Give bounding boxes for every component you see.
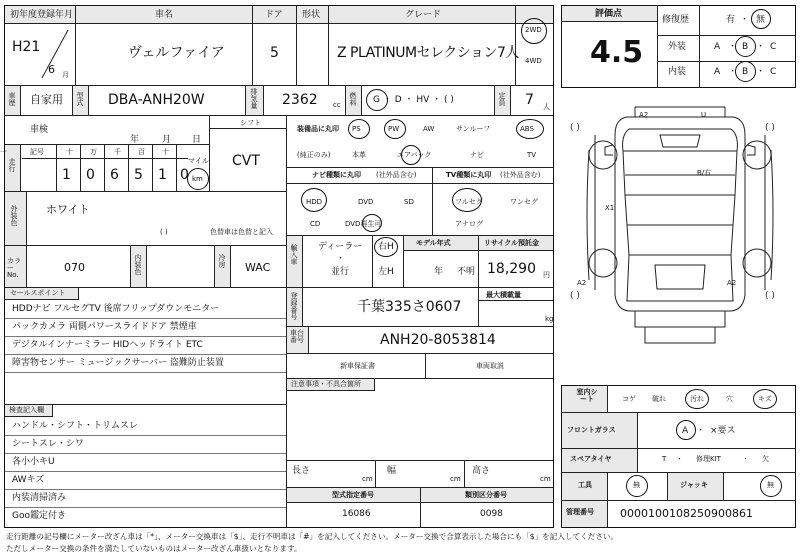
- mileage-digit: 1: [158, 167, 167, 183]
- chassis: ANH20-8053814: [380, 332, 496, 348]
- sales-point-line: 障害物センサー ミュージックサーバー 盗難防止装置: [12, 358, 224, 368]
- model-label: 型式: [76, 92, 84, 106]
- person-unit: 人: [543, 103, 550, 111]
- management-number: 0000100108250900861: [620, 507, 753, 520]
- inspector-line: 各小小キU: [12, 457, 55, 467]
- category-label: 車歴: [8, 92, 16, 106]
- equipment-item: AW: [423, 125, 435, 133]
- navi-item: CD: [310, 220, 321, 228]
- exterior-color: ホワイト: [46, 203, 90, 216]
- max-load-label: 最大積載量: [486, 291, 521, 299]
- exterior-color-paren: ( ): [160, 228, 168, 236]
- exterior-color-label: 外装色: [10, 205, 18, 226]
- mileage-digit-label: 万: [90, 148, 97, 156]
- model-year-unknown: 不明: [457, 267, 476, 277]
- car-name-label: 車名: [155, 10, 174, 20]
- navi-item: SD: [404, 198, 414, 206]
- equipment-item: PW: [388, 125, 400, 133]
- sales-point-line: HDDナビ フルセグTV 後席フリップダウンモニター: [12, 304, 220, 314]
- svg-text:( ): ( ): [765, 123, 775, 133]
- fuel-label: 燃料: [349, 92, 357, 106]
- repair-yes: 有: [726, 15, 736, 25]
- inspector-line: 内装清掃済み: [12, 493, 67, 503]
- mileage-digit-label: 一: [0, 148, 7, 156]
- mileage-label: 走行: [8, 158, 16, 172]
- recycle-label: リサイクル預託金: [484, 239, 540, 247]
- capacity-label: 定員: [498, 92, 506, 106]
- interior-grade: A: [714, 67, 721, 77]
- sales-point-line: デジタルインナーミラー HIDヘッドライト ETC: [12, 340, 203, 350]
- length-label: 長さ: [292, 466, 311, 476]
- month-unit: 月: [62, 71, 69, 79]
- sheet-item: 汚れ: [690, 395, 704, 403]
- max-load-kg: kg: [545, 315, 554, 323]
- interior-color-label: 内装色: [134, 254, 142, 275]
- type-no: 16086: [342, 509, 371, 519]
- equipment-item: ABS: [520, 125, 534, 133]
- navi-label: ナビ種類に丸印: [312, 171, 361, 179]
- tv-item: アナログ: [455, 220, 483, 228]
- svg-text:( ): ( ): [570, 123, 580, 133]
- svg-text:( ): ( ): [765, 291, 775, 301]
- model-year-label: モデル年式: [416, 239, 451, 247]
- fuel-options: G ・ D ・ HV ・ ( ): [373, 95, 454, 105]
- svg-text:( ): ( ): [570, 291, 580, 301]
- new-car-warranty: 新車保証書: [340, 362, 375, 370]
- exterior-grade: ・: [756, 42, 766, 52]
- shift: CVT: [232, 153, 260, 169]
- equipment-item: サンルーフ: [456, 125, 491, 133]
- mileage-digit-label: 十: [162, 148, 169, 156]
- inspector-line: ハンドル・シフト・トリムスレ: [12, 421, 139, 431]
- vehicle-manual: 車両取説: [476, 362, 504, 370]
- exterior-grade-label: 外装: [668, 42, 687, 52]
- spare-missing: 欠: [762, 455, 769, 463]
- svg-text:A2: A2: [577, 279, 587, 287]
- sheet-item: 破れ: [652, 395, 666, 403]
- height-label: 高さ: [472, 466, 491, 476]
- cc-unit: cc: [333, 101, 341, 109]
- interior-grade: ・: [728, 67, 738, 77]
- tv-item: ワンセグ: [510, 198, 538, 206]
- jack-label: ジャッキ: [680, 481, 708, 489]
- mileage-digit-label: 千: [114, 148, 121, 156]
- import-parallel: 並行: [331, 267, 350, 277]
- import-right-h: 右H: [378, 242, 394, 252]
- car-name: ヴェルファイア: [128, 45, 225, 61]
- recycle: 18,290: [487, 261, 536, 277]
- svg-text:B/右: B/右: [697, 169, 712, 177]
- windshield-dot: ・: [696, 426, 706, 436]
- sales-point-label: セールスポイント: [10, 289, 66, 297]
- shift-label: シフト: [240, 119, 261, 127]
- svg-text:X1: X1: [605, 204, 615, 212]
- model: DBA-ANH20W: [108, 92, 205, 108]
- mileage-digit-label: 百: [138, 148, 145, 156]
- car-damage-diagram: [565, 105, 797, 375]
- tv-item: フルセグ: [455, 198, 483, 206]
- mileage-unit-label: マイル: [188, 157, 209, 165]
- spare-kit: 修理KIT: [696, 455, 721, 463]
- first-reg-era: H21: [12, 39, 41, 55]
- color-no-label: カラーNo.: [7, 257, 21, 279]
- equipment-item: 本革: [352, 151, 366, 159]
- mileage-digit: 6: [110, 167, 119, 183]
- cooler: WAC: [245, 261, 271, 274]
- equipment-item: PS: [352, 125, 361, 133]
- shape-label: 形状: [302, 10, 321, 20]
- score-label: 評価点: [595, 9, 623, 19]
- sheet-item: 穴: [726, 395, 733, 403]
- windshield-replace: ×要ス: [710, 426, 736, 436]
- drive-2wd: 2WD: [525, 26, 542, 34]
- interior-grade: ・: [756, 67, 766, 77]
- navi-item: DVD再生可: [345, 220, 382, 228]
- shaken-day-unit: 日: [192, 135, 202, 145]
- svg-text:A2: A2: [727, 279, 737, 287]
- management-label: 管理番号: [566, 508, 594, 516]
- windshield-label: フロントガラス: [567, 426, 616, 434]
- length-cm: cm: [362, 475, 373, 483]
- spare-t: T: [662, 455, 667, 463]
- door-label: ドア: [265, 10, 283, 20]
- tools-label: 工具: [578, 481, 592, 489]
- doors: 5: [270, 45, 279, 61]
- grade: Z PLATINUMセレクション7人: [337, 45, 519, 61]
- tv-sub: (社外品含む): [500, 171, 541, 179]
- plate-label: 登録番号: [290, 292, 298, 320]
- equipment-sub: (純正のみ): [297, 151, 331, 159]
- exterior-grade: ・: [728, 42, 738, 52]
- interior-sheet-label: 室内シート: [576, 388, 598, 403]
- navi-sub: (社外品含む): [376, 171, 417, 179]
- svg-text:U: U: [701, 111, 707, 119]
- mileage-digit: 0: [180, 167, 189, 183]
- width-label: 幅: [387, 466, 397, 476]
- sales-point-line: パックカメラ 両側パワースライドドア 禁煙車: [12, 322, 197, 332]
- class-no-label: 類別区分番号: [465, 491, 507, 499]
- equipment-item: ナビ: [470, 151, 484, 159]
- spare-dot2: ・: [742, 455, 749, 463]
- interior-grade: C: [770, 67, 777, 77]
- equipment-item: エアバック: [397, 151, 432, 159]
- mileage-digit-label: 記号: [30, 148, 44, 156]
- displacement-label: 排気量: [250, 88, 258, 109]
- inspector-line: シートスレ・シワ: [12, 439, 84, 449]
- svg-text:A2: A2: [639, 111, 649, 119]
- mileage-digit-label: 十: [66, 148, 73, 156]
- import-label: 輸入車: [290, 244, 298, 265]
- footer-note-2: ただしメーター交換の条件を満たしていないものはメーター改ざん車扱いとなります。: [6, 544, 302, 553]
- exterior-grade: C: [770, 42, 777, 52]
- equipment-label: 装備品に丸印: [297, 125, 339, 133]
- exterior-grade: A: [714, 42, 721, 52]
- footer-note-1: 走行距離の記号欄にメーター改ざん車は「*」、メーター交換車は「$」、走行不明車は「#」を記入してください。メーター交換で合算表示した場合にも「$」を記入してください。: [6, 532, 619, 541]
- color-no: 070: [64, 261, 85, 274]
- category: 自家用: [30, 93, 63, 106]
- km-unit: km: [192, 175, 203, 183]
- sheet-item: キズ: [758, 395, 772, 403]
- caution-label: 注意事項・不具合箇所: [291, 380, 361, 388]
- first-reg-label: 初年度登録年月: [10, 10, 74, 20]
- model-year-unit: 年: [434, 267, 444, 277]
- sheet-item: コゲ: [622, 395, 636, 403]
- inspector-line: Goo鑑定付き: [12, 511, 66, 521]
- mileage-digit: 0: [86, 167, 95, 183]
- width-cm: cm: [450, 475, 461, 483]
- first-reg-month: 6: [48, 63, 55, 76]
- class-no: 0098: [480, 509, 503, 519]
- plate: 千葉335さ0607: [357, 299, 462, 315]
- spare-dot1: ・: [676, 455, 683, 463]
- shaken-month-unit: 月: [162, 135, 172, 145]
- jack-value: 無: [767, 481, 774, 489]
- repair-label: 修復歴: [662, 15, 690, 25]
- capacity: 7: [525, 92, 534, 108]
- spare-label: スペアタイヤ: [570, 455, 612, 463]
- import-dealer: ディーラー: [318, 242, 363, 252]
- import-left-h: 左H: [378, 267, 394, 277]
- shaken-year-unit: 年: [130, 135, 140, 145]
- interior-grade-label: 内装: [668, 67, 687, 77]
- tv-label: TV種類に丸印: [446, 171, 492, 179]
- score: 4.5: [590, 35, 644, 70]
- navi-item: HDD: [306, 198, 323, 206]
- displacement: 2362: [282, 92, 318, 108]
- shaken-label: 車検: [30, 125, 49, 135]
- height-cm: cm: [540, 475, 551, 483]
- inspector-line: AWキズ: [12, 475, 45, 485]
- equipment-item: TV: [527, 151, 537, 159]
- mileage-digit: 5: [134, 167, 143, 183]
- exterior-grade: B: [742, 42, 749, 52]
- type-no-label: 型式指定番号: [332, 491, 374, 499]
- recycle-yen: 円: [543, 271, 550, 279]
- navi-item: DVD: [358, 198, 374, 206]
- drive-4wd: 4WD: [525, 57, 542, 65]
- grade-label: グレード: [405, 10, 442, 20]
- inspector-label: 検査記入欄: [9, 406, 44, 414]
- repair-no: 無: [756, 15, 766, 25]
- repair-dot: ・: [740, 15, 750, 25]
- windshield-a: A: [682, 426, 689, 436]
- interior-grade: B: [742, 67, 749, 77]
- exterior-color-note: 色替車は色替と記入: [210, 228, 273, 236]
- import-dot: ・: [336, 254, 346, 264]
- cooler-label: 冷房: [218, 254, 226, 268]
- mileage-digit: 1: [62, 167, 71, 183]
- chassis-label: 車台番号: [290, 329, 304, 344]
- tools-value: 無: [633, 481, 640, 489]
